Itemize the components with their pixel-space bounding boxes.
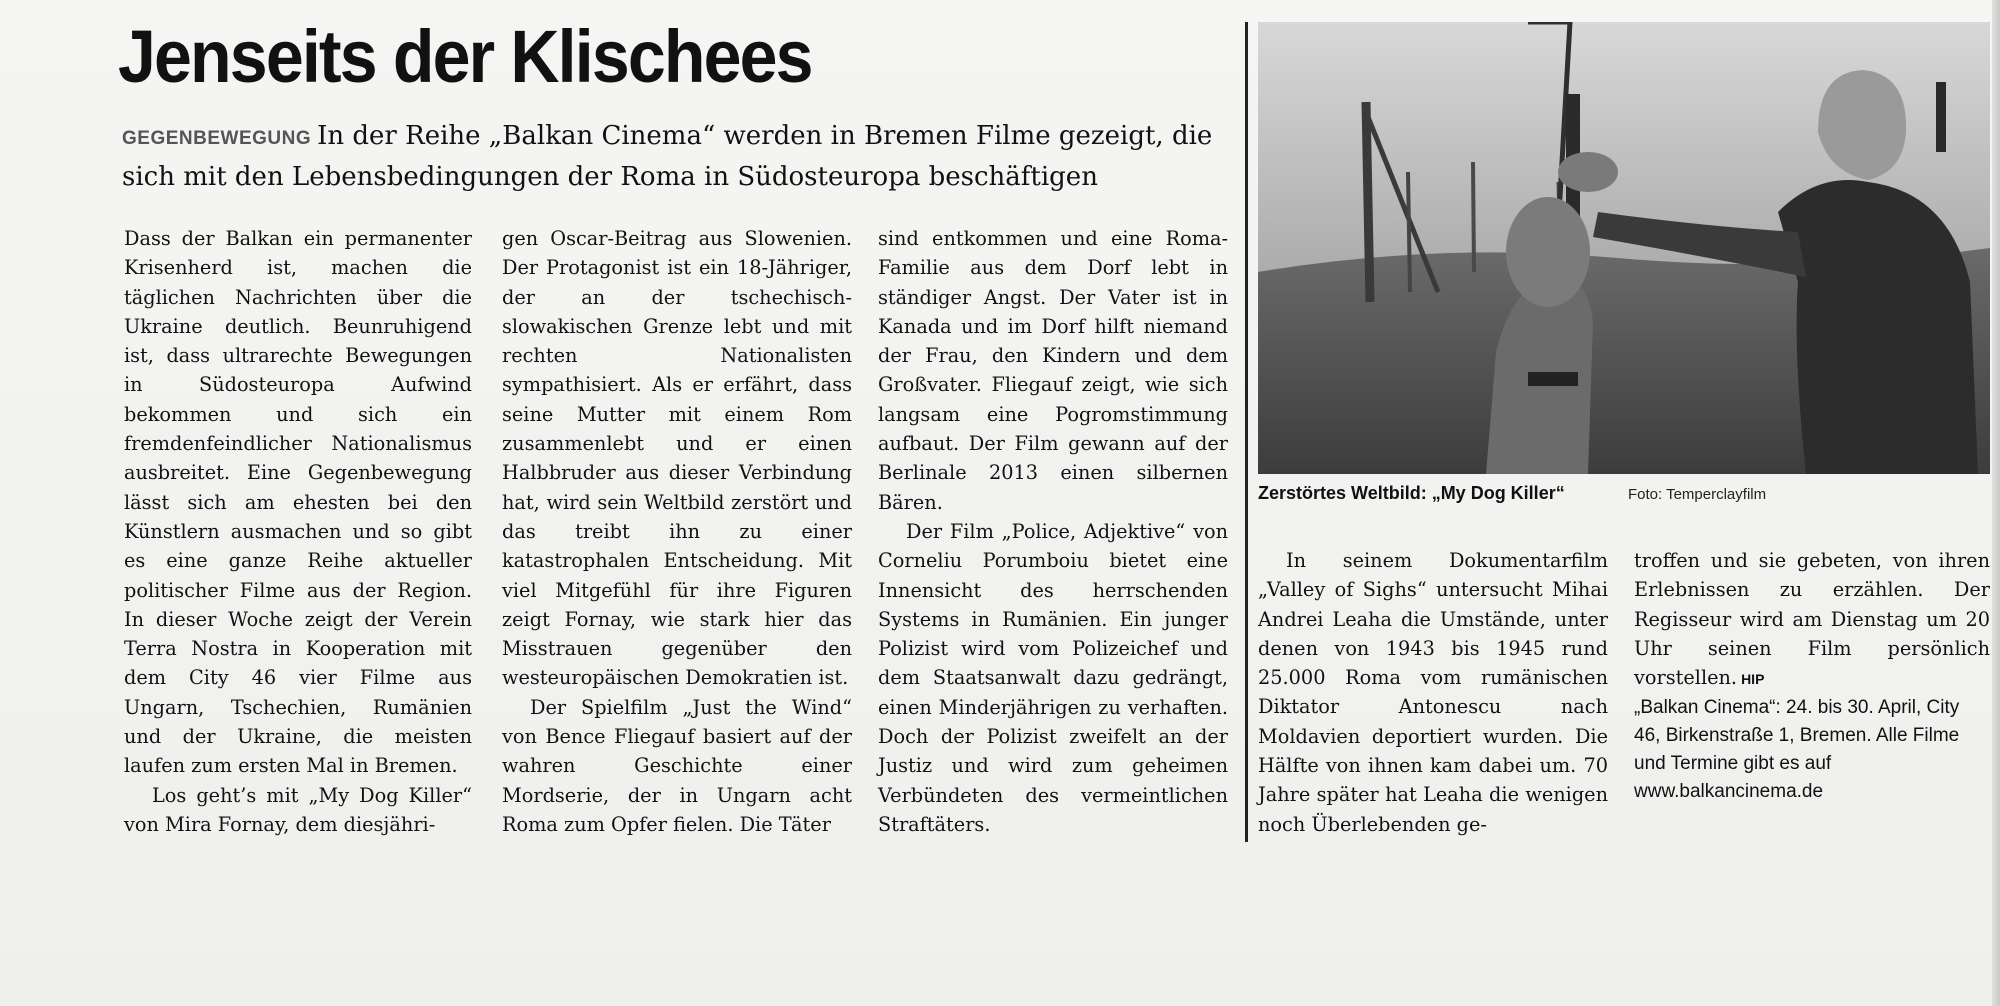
paragraph: Der Spielfilm „Just the Wind“ von Bence Fliegauf basiert auf der wahren Geschichte einer Mordserie, der in Ungarn acht Roma zum Opfer fielen. Die Täter <box>502 695 852 836</box>
paragraph-text: troffen und sie gebeten, von ihren Erlebnissen zu erzählen. Der Regisseur wird am Dienstag um 20 Uhr seinen Film persönlich vorstellen. <box>1634 549 1990 690</box>
photo-credit: Foto: Temperclayfilm <box>1628 486 1767 503</box>
kicker: GEGENBEWEGUNG <box>122 128 312 149</box>
paragraph: gen Oscar-Beitrag aus Slowenien. Der Protagonist ist ein 18-Jähriger, der an der tschechisch-slowakischen Grenze lebt und mit rechten Nationalisten sympathisiert. Als er erfährt, dass seine Mutter mit einem Rom zusammenlebt und er einen Halbbruder aus dieser Verbindung hat, wird sein Weltbild zerstört und das treibt ihn zu einer katastrophalen Entscheidung. Mit viel Mitgefühl für ihre Figuren zeigt Fornay, wie stark hier das Misstrauen gegenüber den westeuropäischen Demokratien ist. <box>502 227 852 690</box>
article-photo <box>1258 22 1990 474</box>
column-divider <box>1245 22 1248 842</box>
deck <box>122 117 1242 196</box>
article-column-3 <box>878 224 1228 839</box>
paragraph: Los geht’s mit „My Dog Killer“ von Mira Fornay, dem diesjähri- <box>124 783 472 836</box>
paragraph: Dass der Balkan ein permanenter Krisenherd ist, machen die täglichen Nachrichten über die Ukraine deutlich. Beunruhigend ist, dass ultrarechte Bewegungen in Südosteuropa Aufwind bekommen und sich ein fremdenfeindlicher Nationalismus ausbreitet. Eine Gegenbewegung lässt sich am ehesten bei den Künstlern ausmachen und so gibt es eine ganze Reihe aktueller politischer Filme aus der Region. In dieser Woche zeigt der Verein Terra Nostra in Kooperation mit dem City 46 vier Filme aus Ungarn, Tschechien, Rumänien und der Ukraine, die meisten laufen zum ersten Mal in Bremen. <box>124 227 472 778</box>
article-column-5 <box>1634 546 1990 806</box>
paragraph <box>1634 546 1990 694</box>
photo-caption: Zerstörtes Weltbild: „My Dog Killer“ <box>1258 483 1565 503</box>
headline: Jenseits der Klischees <box>118 15 812 98</box>
article-column-4 <box>1258 546 1608 839</box>
paragraph: sind entkommen und eine Roma-Familie aus dem Dorf lebt in ständiger Angst. Der Vater ist in Kanada und im Dorf hilft niemand der Frau, den Kindern und dem Großvater. Fliegauf zeigt, wie sich langsam eine Pogromstimmung aufbaut. Der Film gewann auf der Berlinale 2013 einen silbernen Bären. <box>878 227 1228 514</box>
article-column-2 <box>502 224 852 839</box>
paragraph: In seinem Dokumentarfilm „Valley of Sighs“ untersucht Mihai Andrei Leaha die Umstände, unter denen von 1943 bis 1945 rund 25.000 Roma vom rumänischen Diktator Antonescu nach Moldavien deportiert wurden. Die Hälfte von ihnen kam dabei um. 70 Jahre später hat Leaha die wenigen noch Überlebenden ge- <box>1258 549 1608 836</box>
event-info: „Balkan Cinema“: 24. bis 30. April, City 46, Birkenstraße 1, Bremen. Alle Filme und Termine gibt es auf www.balkancinema.de <box>1634 697 1960 803</box>
article-column-1 <box>124 224 472 839</box>
photo-dog-and-man <box>1258 22 1990 474</box>
author-signature: HIP <box>1741 671 1765 688</box>
scan-edge <box>1992 0 2000 1006</box>
deck-text: In der Reihe „Balkan Cinema“ werden in Bremen Filme gezeigt, die sich mit den Lebensbedingungen der Roma in Südosteuropa beschäftigen <box>122 121 1213 192</box>
paragraph: Der Film „Police, Adjektive“ von Corneliu Porumboiu bietet eine Innensicht des herrschenden Systems in Rumänien. Ein junger Polizist wird vom Polizeichef und dem Staatsanwalt dazu gedrängt, einen Minderjährigen zu verhaften. Doch der Polizist zweifelt an der Justiz und wird zum geheimen Verbündeten des vermeintlichen Straftäters. <box>878 519 1228 836</box>
